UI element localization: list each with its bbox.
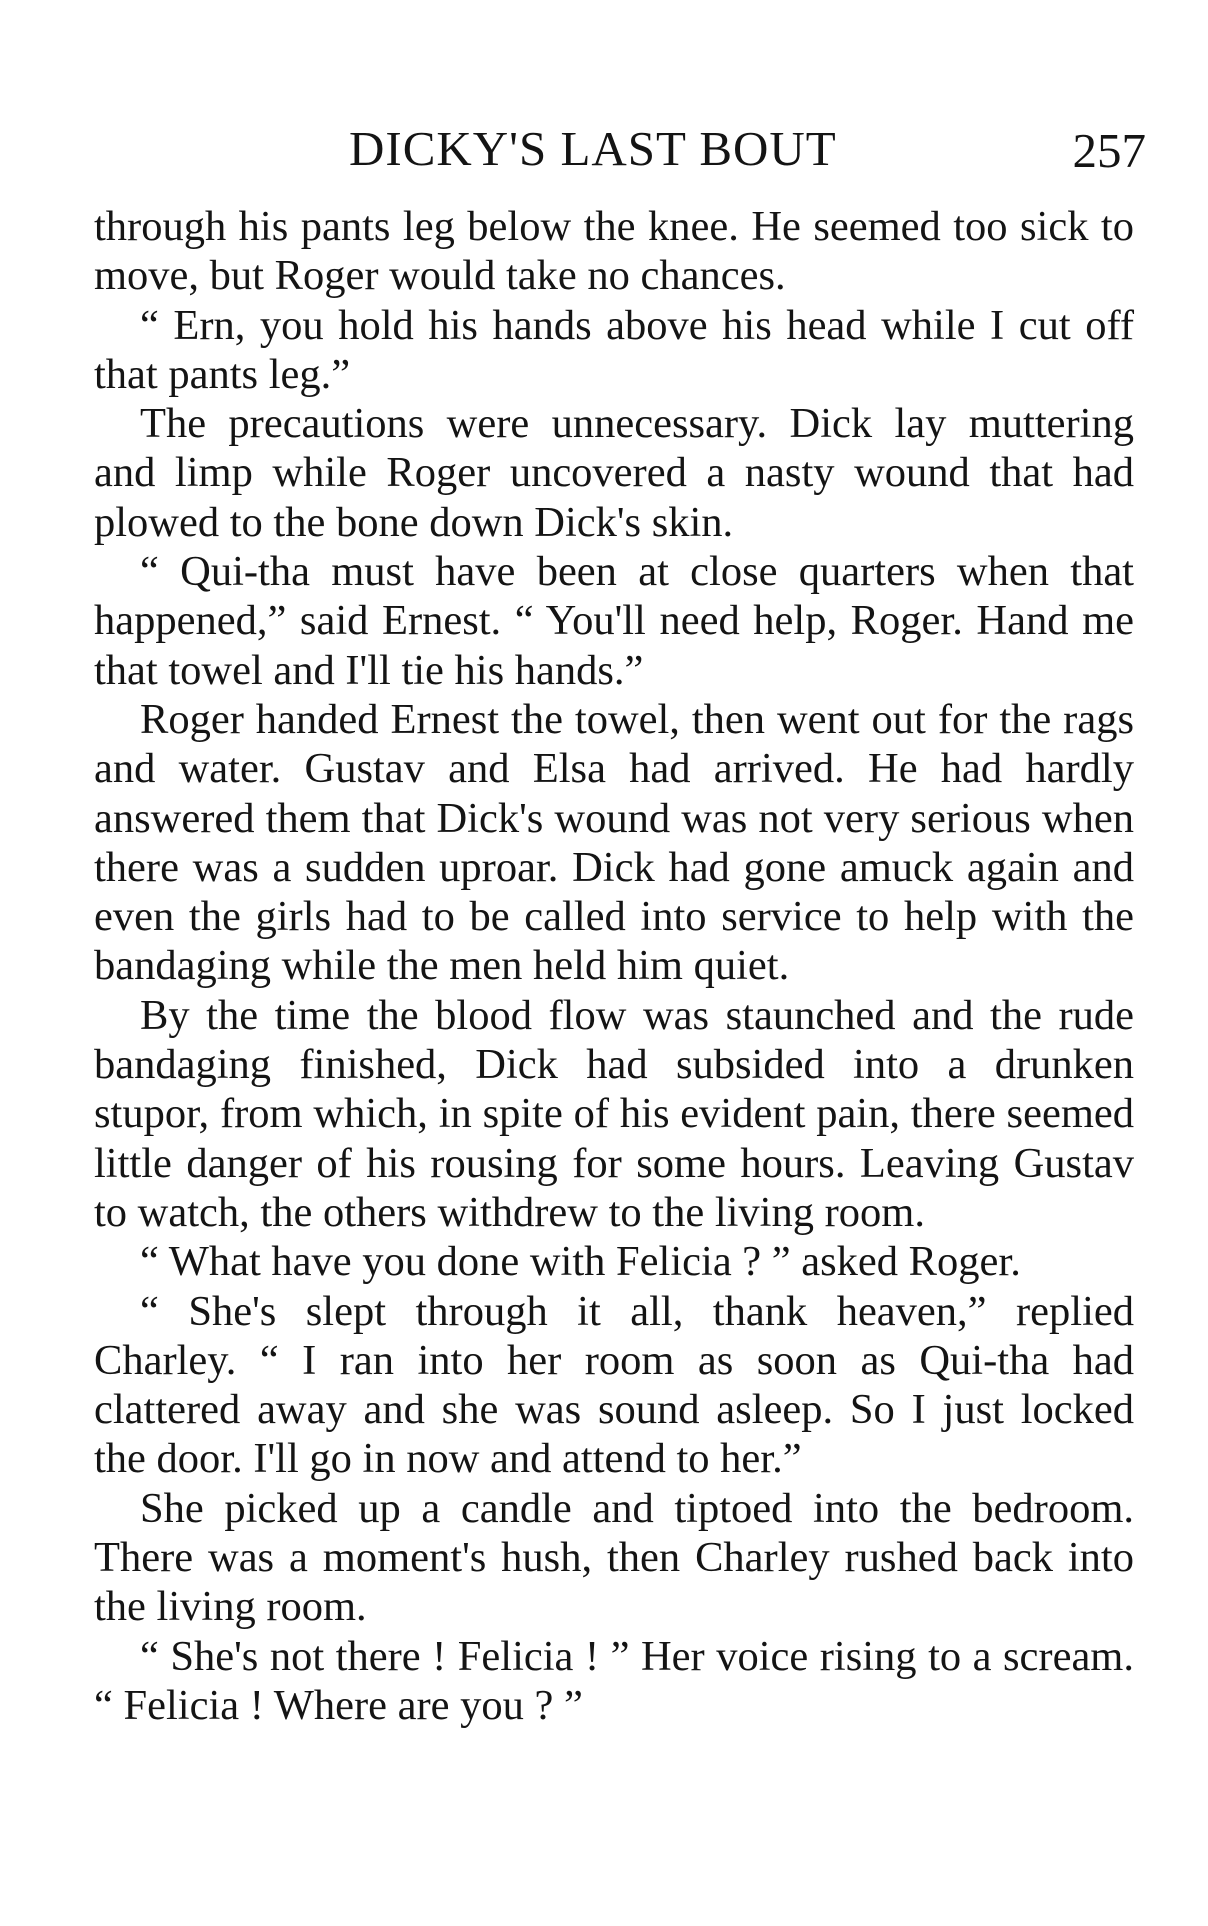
paragraph: “ Qui-tha must have been at close quarters when that happened,” said Ernest. “ You'll need help, Roger. Hand me that towel and I'll tie his hands.” [94, 548, 1134, 694]
running-header [94, 112, 1146, 190]
paragraph: “ Ern, you hold his hands above his head while I cut off that pants leg.” [94, 301, 1134, 398]
paragraph: Roger handed Ernest the towel, then went out for the rags and water. Gustav and Elsa had arrived. He had hardly answered them that Dick's wound was not very serious when there was a sudden uproar. Dick had gone amuck again and even the girls had to be called into service to help with the bandaging while the men held him quiet. [94, 695, 1134, 990]
book-page [94, 112, 1146, 1730]
paragraph: through his pants leg below the knee. He seemed too sick to move, but Roger would take no chances. [94, 203, 1134, 300]
body-text [94, 202, 1134, 1730]
running-title: DICKY'S LAST BOUT [349, 121, 837, 176]
page-number: 257 [1072, 123, 1146, 178]
paragraph: By the time the blood flow was staunched and the rude bandaging finished, Dick had subsided into a drunken stupor, from which, in spite of his evident pain, there seemed little danger of his rousing for some hours. Leaving Gustav to watch, the others withdrew to the living room. [94, 991, 1134, 1236]
paragraph: “ What have you done with Felicia ? ” asked Roger. [140, 1238, 1021, 1286]
paragraph: She picked up a candle and tiptoed into the bedroom. There was a moment's hush, then Charley rushed back into the living room. [94, 1484, 1134, 1631]
paragraph: “ She's not there ! Felicia ! ” Her voice rising to a scream. “ Felicia ! Where are you ? ” [94, 1632, 1134, 1729]
paragraph: “ She's slept through it all, thank heaven,” replied Charley. “ I ran into her room as soon as Qui-tha had clattered away and she was sound asleep. So I just locked the door. I'll go in now and attend to her.” [94, 1287, 1134, 1483]
paragraph: The precautions were unnecessary. Dick lay muttering and limp while Roger uncovered a nasty wound that had plowed to the bone down Dick's skin. [94, 400, 1134, 546]
